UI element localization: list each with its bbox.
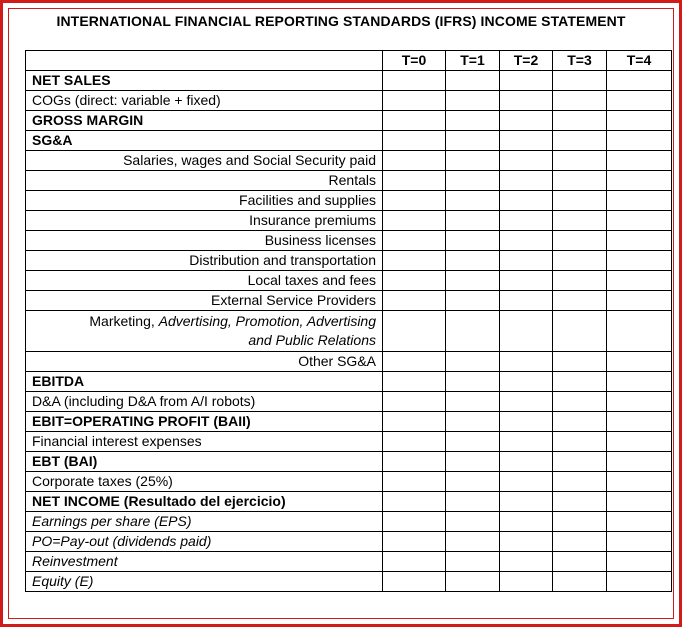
value-cell-t2	[500, 572, 553, 592]
value-cell-t2	[500, 291, 553, 311]
value-cell-t3	[553, 412, 607, 432]
value-cell-t3	[553, 472, 607, 492]
row-label: Business licenses	[26, 231, 383, 251]
header-t3: T=3	[553, 51, 607, 71]
row-reinvestment	[26, 552, 672, 572]
value-cell-t1	[446, 572, 500, 592]
row-facilities	[26, 191, 672, 211]
row-label: GROSS MARGIN	[26, 111, 383, 131]
header-t2: T=2	[500, 51, 553, 71]
row-corporate-taxes	[26, 472, 672, 492]
row-label: COGs (direct: variable + fixed)	[26, 91, 383, 111]
row-label: Equity (E)	[26, 572, 383, 592]
value-cell-t2	[500, 211, 553, 231]
marketing-italic-line2: and Public Relations	[248, 332, 376, 348]
row-label: Facilities and supplies	[26, 191, 383, 211]
value-cell-t2	[500, 231, 553, 251]
value-cell-t2	[500, 171, 553, 191]
header-t0: T=0	[383, 51, 446, 71]
value-cell-t4	[607, 111, 672, 131]
row-financial-interest	[26, 432, 672, 452]
value-cell-t4	[607, 171, 672, 191]
value-cell-t4	[607, 71, 672, 91]
value-cell-t4	[607, 492, 672, 512]
value-cell-t3	[553, 512, 607, 532]
value-cell-t1	[446, 552, 500, 572]
value-cell-t3	[553, 191, 607, 211]
header-t1: T=1	[446, 51, 500, 71]
row-other-sga	[26, 352, 672, 372]
value-cell-t4	[607, 412, 672, 432]
value-cell-t2	[500, 452, 553, 472]
value-cell-t2	[500, 271, 553, 291]
row-ebitda	[26, 372, 672, 392]
row-net-income	[26, 492, 672, 512]
value-cell-t4	[607, 472, 672, 492]
value-cell-t0	[383, 251, 446, 271]
value-cell-t1	[446, 432, 500, 452]
header-label-cell	[26, 51, 383, 71]
value-cell-t2	[500, 472, 553, 492]
row-da	[26, 392, 672, 412]
value-cell-t2	[500, 251, 553, 271]
row-label: External Service Providers	[26, 291, 383, 311]
row-sga	[26, 131, 672, 151]
row-external-providers	[26, 291, 672, 311]
value-cell-t2	[500, 492, 553, 512]
value-cell-t2	[500, 532, 553, 552]
value-cell-t0	[383, 291, 446, 311]
value-cell-t4	[607, 452, 672, 472]
value-cell-t0	[383, 492, 446, 512]
value-cell-t1	[446, 532, 500, 552]
value-cell-t2	[500, 372, 553, 392]
value-cell-t1	[446, 492, 500, 512]
value-cell-t1	[446, 191, 500, 211]
value-cell-t3	[553, 131, 607, 151]
row-label: EBITDA	[26, 372, 383, 392]
value-cell-t3	[553, 352, 607, 372]
row-label: Reinvestment	[26, 552, 383, 572]
row-label: D&A (including D&A from A/I robots)	[26, 392, 383, 412]
row-label: NET INCOME (Resultado del ejercicio)	[26, 492, 383, 512]
value-cell-t4	[607, 291, 672, 311]
value-cell-t3	[553, 151, 607, 171]
row-equity	[26, 572, 672, 592]
value-cell-t0	[383, 111, 446, 131]
value-cell-t1	[446, 211, 500, 231]
value-cell-t3	[553, 311, 607, 352]
value-cell-t2	[500, 111, 553, 131]
value-cell-t3	[553, 432, 607, 452]
value-cell-t4	[607, 392, 672, 412]
value-cell-t4	[607, 91, 672, 111]
row-licenses	[26, 231, 672, 251]
row-marketing	[26, 311, 672, 352]
value-cell-t2	[500, 151, 553, 171]
value-cell-t0	[383, 392, 446, 412]
row-insurance	[26, 211, 672, 231]
row-gross-margin	[26, 111, 672, 131]
value-cell-t2	[500, 311, 553, 352]
value-cell-t0	[383, 432, 446, 452]
row-eps	[26, 512, 672, 532]
value-cell-t0	[383, 452, 446, 472]
row-salaries	[26, 151, 672, 171]
value-cell-t0	[383, 512, 446, 532]
value-cell-t2	[500, 71, 553, 91]
row-cogs	[26, 91, 672, 111]
row-label: Salaries, wages and Social Security paid	[26, 151, 383, 171]
value-cell-t4	[607, 191, 672, 211]
value-cell-t3	[553, 271, 607, 291]
value-cell-t0	[383, 91, 446, 111]
value-cell-t3	[553, 492, 607, 512]
value-cell-t3	[553, 251, 607, 271]
row-label: Earnings per share (EPS)	[26, 512, 383, 532]
value-cell-t4	[607, 231, 672, 251]
row-label: EBT (BAI)	[26, 452, 383, 472]
value-cell-t0	[383, 352, 446, 372]
value-cell-t3	[553, 572, 607, 592]
value-cell-t1	[446, 271, 500, 291]
value-cell-t1	[446, 151, 500, 171]
row-label: NET SALES	[26, 71, 383, 91]
value-cell-t2	[500, 91, 553, 111]
header-t4: T=4	[607, 51, 672, 71]
row-label: Distribution and transportation	[26, 251, 383, 271]
value-cell-t0	[383, 572, 446, 592]
value-cell-t0	[383, 151, 446, 171]
value-cell-t1	[446, 291, 500, 311]
value-cell-t1	[446, 251, 500, 271]
marketing-italic-line1: Advertising, Promotion, Advertising	[158, 313, 376, 329]
value-cell-t4	[607, 311, 672, 352]
value-cell-t4	[607, 512, 672, 532]
value-cell-t0	[383, 211, 446, 231]
value-cell-t3	[553, 452, 607, 472]
row-label: Corporate taxes (25%)	[26, 472, 383, 492]
value-cell-t3	[553, 372, 607, 392]
value-cell-t3	[553, 231, 607, 251]
value-cell-t3	[553, 71, 607, 91]
value-cell-t0	[383, 71, 446, 91]
row-ebit	[26, 412, 672, 432]
marketing-prefix: Marketing,	[89, 313, 159, 329]
value-cell-t3	[553, 291, 607, 311]
value-cell-t1	[446, 352, 500, 372]
row-local-taxes	[26, 271, 672, 291]
value-cell-t0	[383, 271, 446, 291]
value-cell-t1	[446, 171, 500, 191]
value-cell-t4	[607, 131, 672, 151]
value-cell-t3	[553, 211, 607, 231]
value-cell-t4	[607, 151, 672, 171]
row-label: Other SG&A	[26, 352, 383, 372]
value-cell-t1	[446, 472, 500, 492]
value-cell-t0	[383, 532, 446, 552]
value-cell-t2	[500, 352, 553, 372]
value-cell-t2	[500, 392, 553, 412]
value-cell-t2	[500, 432, 553, 452]
row-distribution	[26, 251, 672, 271]
value-cell-t0	[383, 472, 446, 492]
value-cell-t4	[607, 271, 672, 291]
row-label: PO=Pay-out (dividends paid)	[26, 532, 383, 552]
value-cell-t2	[500, 131, 553, 151]
row-label: Financial interest expenses	[26, 432, 383, 452]
value-cell-t0	[383, 231, 446, 251]
value-cell-t1	[446, 392, 500, 412]
value-cell-t3	[553, 111, 607, 131]
value-cell-t3	[553, 532, 607, 552]
value-cell-t0	[383, 191, 446, 211]
row-label: EBIT=OPERATING PROFIT (BAII)	[26, 412, 383, 432]
statement-title: INTERNATIONAL FINANCIAL REPORTING STANDARDS (IFRS) INCOME STATEMENT	[56, 13, 626, 29]
value-cell-t1	[446, 311, 500, 352]
value-cell-t4	[607, 251, 672, 271]
value-cell-t0	[383, 311, 446, 352]
row-rentals	[26, 171, 672, 191]
value-cell-t1	[446, 131, 500, 151]
value-cell-t0	[383, 552, 446, 572]
value-cell-t2	[500, 552, 553, 572]
value-cell-t4	[607, 572, 672, 592]
row-ebt	[26, 452, 672, 472]
value-cell-t1	[446, 452, 500, 472]
value-cell-t4	[607, 352, 672, 372]
value-cell-t2	[500, 512, 553, 532]
row-label: Rentals	[26, 171, 383, 191]
value-cell-t0	[383, 131, 446, 151]
value-cell-t4	[607, 211, 672, 231]
value-cell-t1	[446, 71, 500, 91]
row-payout	[26, 532, 672, 552]
value-cell-t4	[607, 432, 672, 452]
value-cell-t1	[446, 512, 500, 532]
value-cell-t1	[446, 111, 500, 131]
row-label: SG&A	[26, 131, 383, 151]
value-cell-t3	[553, 392, 607, 412]
value-cell-t1	[446, 412, 500, 432]
value-cell-t1	[446, 372, 500, 392]
value-cell-t0	[383, 412, 446, 432]
value-cell-t0	[383, 171, 446, 191]
value-cell-t3	[553, 552, 607, 572]
value-cell-t2	[500, 412, 553, 432]
value-cell-t2	[500, 191, 553, 211]
value-cell-t1	[446, 91, 500, 111]
row-label-marketing	[26, 311, 383, 352]
income-statement-table	[25, 50, 672, 592]
value-cell-t0	[383, 372, 446, 392]
value-cell-t4	[607, 532, 672, 552]
value-cell-t4	[607, 372, 672, 392]
value-cell-t3	[553, 91, 607, 111]
value-cell-t1	[446, 231, 500, 251]
row-label: Local taxes and fees	[26, 271, 383, 291]
value-cell-t3	[553, 171, 607, 191]
row-net-sales	[26, 71, 672, 91]
header-row	[26, 51, 672, 71]
value-cell-t4	[607, 552, 672, 572]
row-label: Insurance premiums	[26, 211, 383, 231]
